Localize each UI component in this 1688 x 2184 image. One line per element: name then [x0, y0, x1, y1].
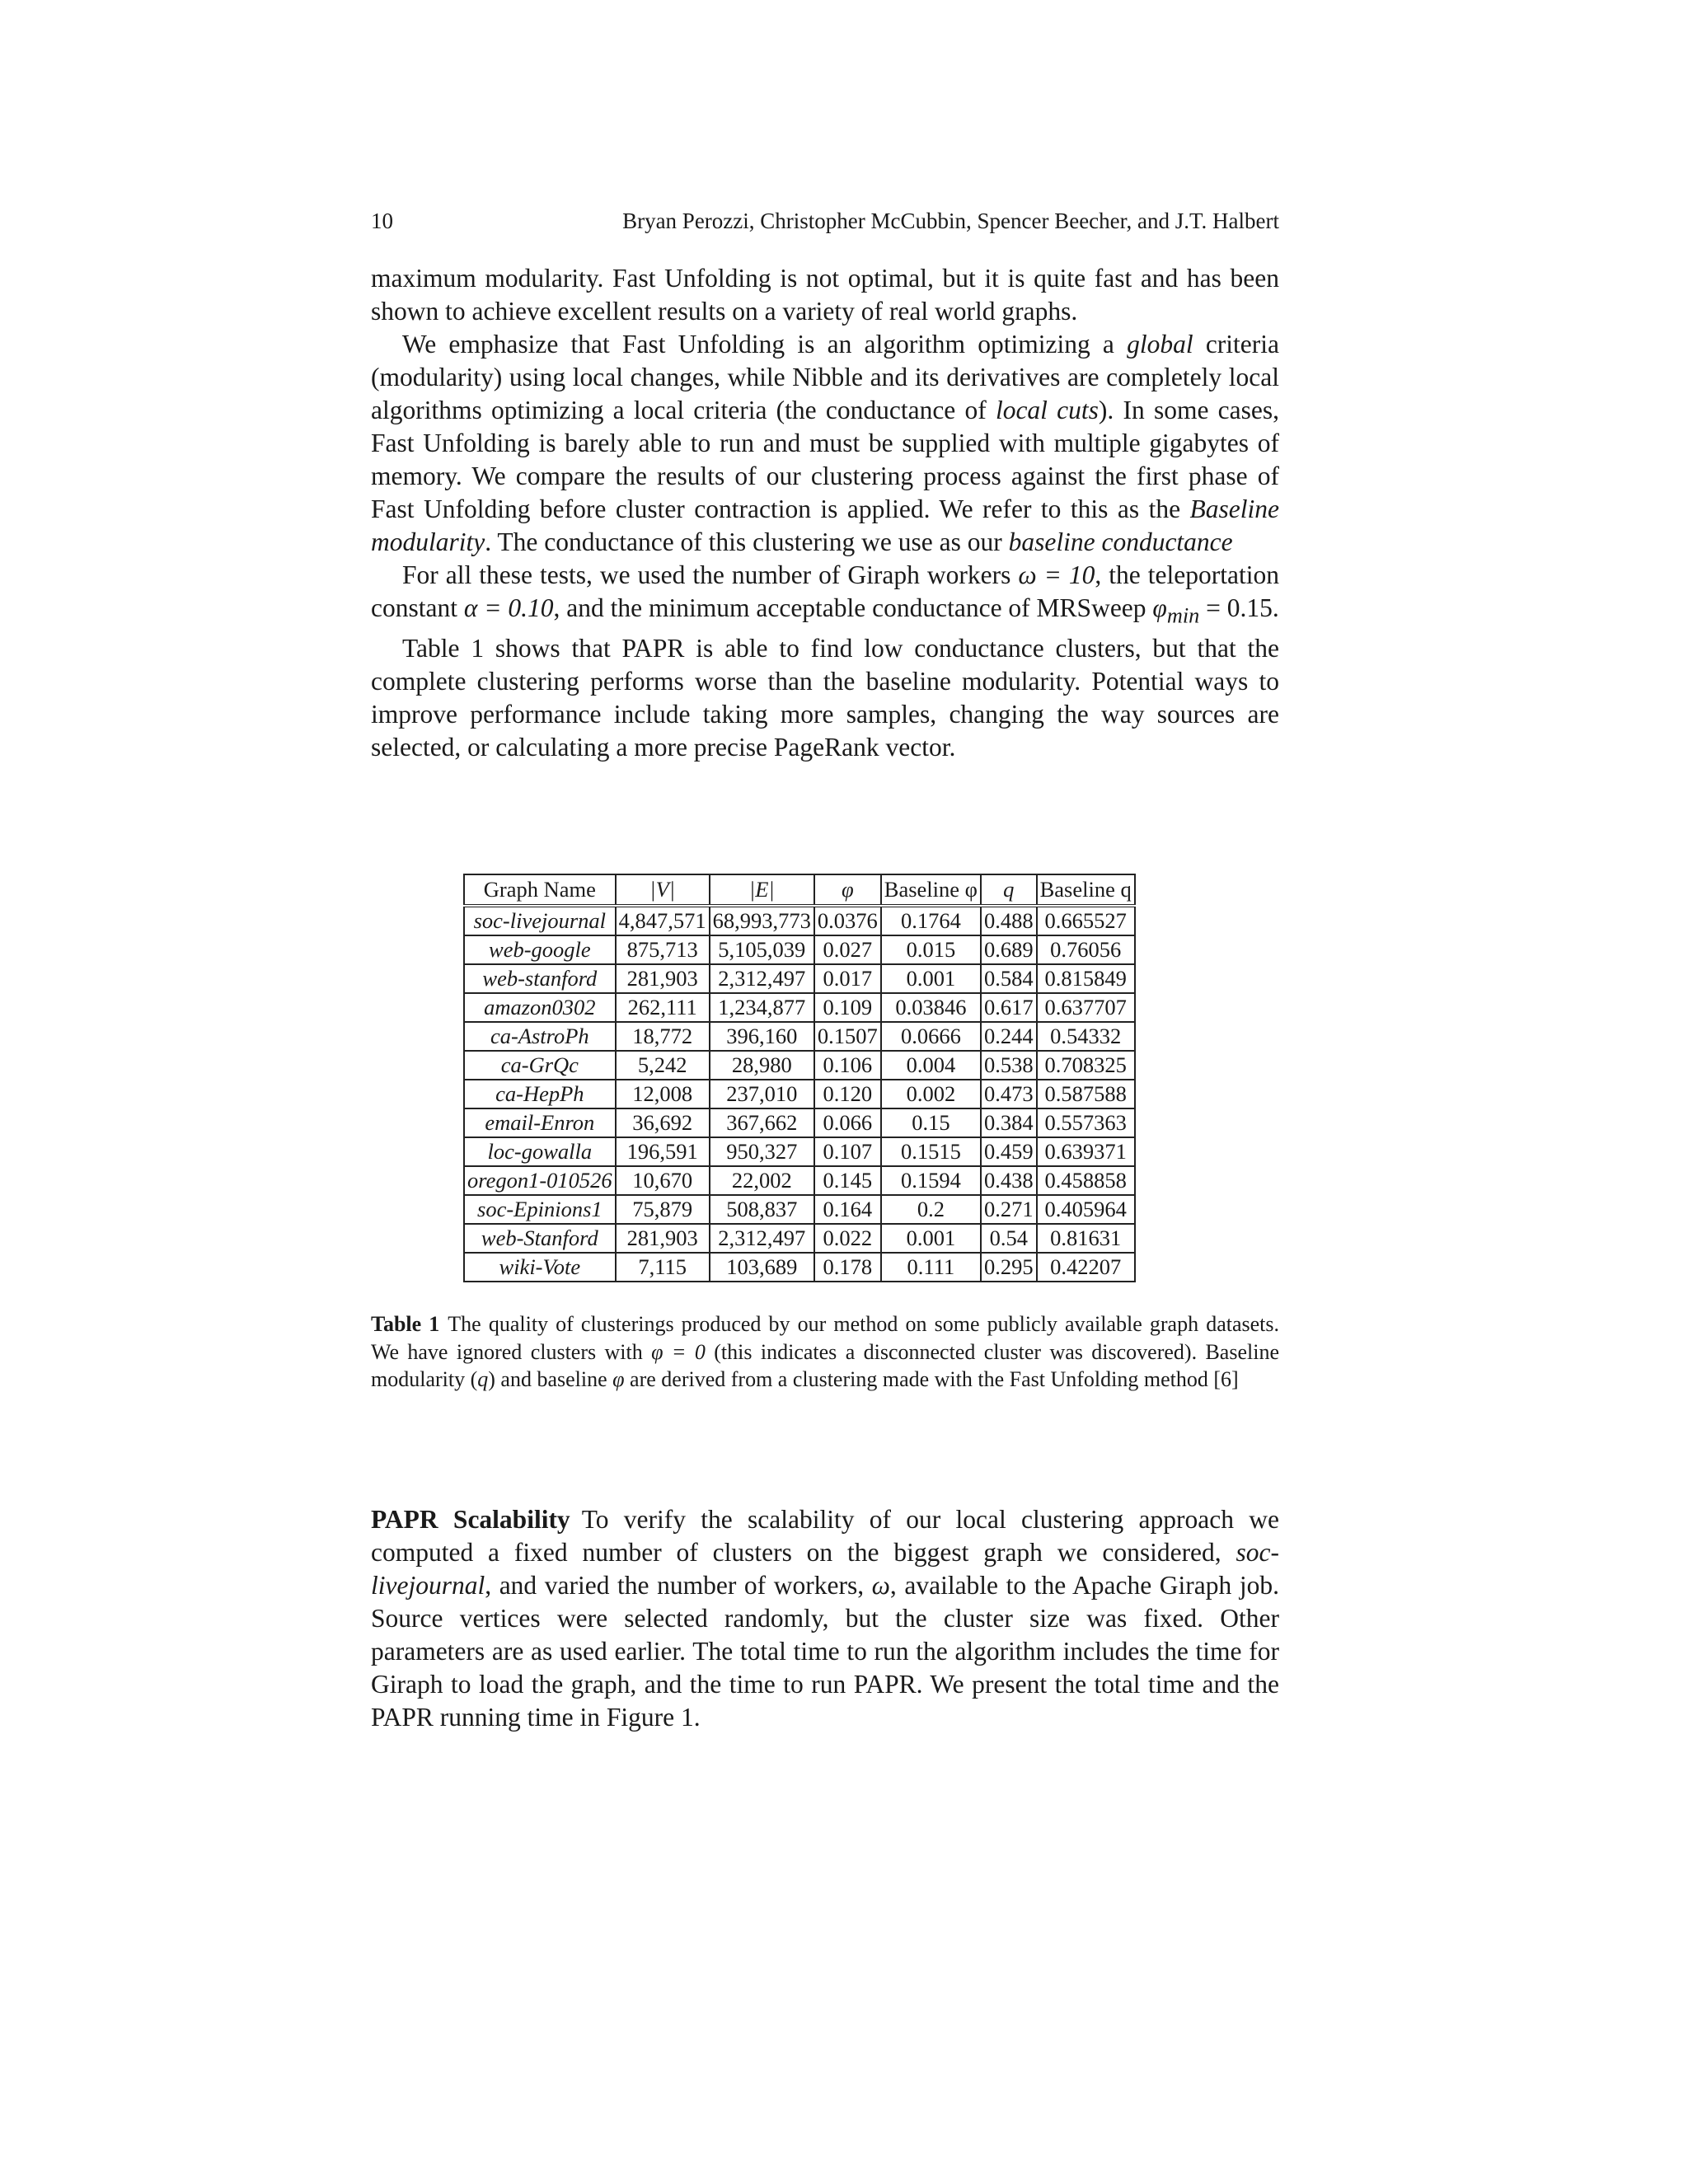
- table-cell: 0.665527: [1037, 906, 1135, 935]
- caption-label: Table 1: [371, 1312, 440, 1336]
- table-cell: 508,837: [710, 1195, 814, 1224]
- section-emphasis-soc-livejournal: soc-livejournal: [371, 1538, 1279, 1600]
- table-cell: 0.81631: [1037, 1224, 1135, 1253]
- table-cell: 5,242: [616, 1051, 710, 1080]
- table-cell: 0.027: [814, 935, 881, 964]
- table-row: [464, 906, 1135, 935]
- table-cell: 875,713: [616, 935, 710, 964]
- emphasis-baseline-conductance: baseline conductance: [1008, 527, 1233, 556]
- caption-text-e: ) and baseline: [488, 1367, 613, 1391]
- table-cell: 0.587588: [1037, 1080, 1135, 1108]
- paragraph-3-text-a: For all these tests, we used the number of Giraph workers: [402, 560, 1019, 589]
- table-cell: 0.111: [881, 1253, 981, 1282]
- header-authors: Bryan Perozzi, Christopher McCubbin, Spencer Beecher, and J.T. Halbert: [622, 209, 1279, 233]
- math-phi-subscript: min: [1166, 603, 1200, 628]
- cell-graph-name: oregon1-010526: [464, 1166, 616, 1195]
- table-cell: 12,008: [616, 1080, 710, 1108]
- table-cell: 18,772: [616, 1022, 710, 1051]
- table-cell: 0.066: [814, 1108, 881, 1137]
- section-math-omega: ω: [871, 1571, 890, 1600]
- table-cell: 0.54332: [1037, 1022, 1135, 1051]
- table-cell: 28,980: [710, 1051, 814, 1080]
- table-cell: 0.2: [881, 1195, 981, 1224]
- paragraph-2-text-c: criteria (modularity) using local changes, while Nibble and its derivatives are completely local algorithms optimizing a local criteria (the conductance of: [371, 330, 1279, 424]
- paragraph-1: [371, 262, 1279, 328]
- cell-graph-name: ca-HepPh: [464, 1080, 616, 1108]
- paragraph-1-text: maximum modularity. Fast Unfolding is not optimal, but it is quite fast and has been shown to achieve excellent results on a variety of real world graphs.: [371, 264, 1279, 326]
- cell-graph-name: soc-livejournal: [464, 906, 616, 935]
- cell-graph-name: web-Stanford: [464, 1224, 616, 1253]
- table-cell: 0.405964: [1037, 1195, 1135, 1224]
- table-cell: 0.0666: [881, 1022, 981, 1051]
- table-row: [464, 1080, 1135, 1108]
- table-cell: 0.022: [814, 1224, 881, 1253]
- paragraph-4: [371, 632, 1279, 764]
- emphasis-local-cuts: local cuts: [995, 396, 1099, 424]
- col-header-edges: |E|: [710, 874, 814, 906]
- col-header-phi: φ: [814, 874, 881, 906]
- table-cell: 0.76056: [1037, 935, 1135, 964]
- table-cell: 0.295: [981, 1253, 1037, 1282]
- table-cell: 0.617: [981, 993, 1037, 1022]
- table-cell: 0.708325: [1037, 1051, 1135, 1080]
- table-cell: 950,327: [710, 1137, 814, 1166]
- table-cell: 0.03846: [881, 993, 981, 1022]
- table-cell: 237,010: [710, 1080, 814, 1108]
- table-cell: 0.107: [814, 1137, 881, 1166]
- table-cell: 0.488: [981, 906, 1037, 935]
- paragraph-3-text-h: = 0.15.: [1199, 593, 1279, 622]
- table-cell: 0.001: [881, 964, 981, 993]
- paragraph-2: [371, 328, 1279, 559]
- table-cell: 0.004: [881, 1051, 981, 1080]
- table-cell: 36,692: [616, 1108, 710, 1137]
- col-header-baseline-phi: Baseline φ: [881, 874, 981, 906]
- table-cell: 396,160: [710, 1022, 814, 1051]
- table-row: [464, 1166, 1135, 1195]
- table-cell: 7,115: [616, 1253, 710, 1282]
- table-cell: 0.271: [981, 1195, 1037, 1224]
- table-cell: 0.639371: [1037, 1137, 1135, 1166]
- results-table-wrapper: [463, 874, 1136, 1282]
- paragraph-2-text-e: ). In some cases, Fast Unfolding is barely able to run and must be supplied with multiple gigabytes of memory. We compare the results of our clustering process against the first phase of Fast Unfolding before cluster contraction is applied. We refer to this as the: [371, 396, 1279, 523]
- table-cell: 4,847,571: [616, 906, 710, 935]
- table-row: [464, 1253, 1135, 1282]
- cell-graph-name: web-stanford: [464, 964, 616, 993]
- table-cell: 0.109: [814, 993, 881, 1022]
- table-cell: 281,903: [616, 1224, 710, 1253]
- col-header-vertices: |V|: [616, 874, 710, 906]
- cell-graph-name: email-Enron: [464, 1108, 616, 1137]
- caption-math-phi-zero: φ = 0: [651, 1339, 706, 1364]
- section-text-a: To verify the scalability of our local clustering approach we computed a fixed number of clusters on the biggest graph we considered,: [371, 1505, 1279, 1567]
- cell-graph-name: ca-GrQc: [464, 1051, 616, 1080]
- table-cell: 196,591: [616, 1137, 710, 1166]
- math-alpha: α = 0.10: [463, 593, 554, 622]
- table-cell: 0.459: [981, 1137, 1037, 1166]
- col-header-baseline-q: Baseline q: [1037, 874, 1135, 906]
- table-cell: 0.1594: [881, 1166, 981, 1195]
- table-cell: 0.1515: [881, 1137, 981, 1166]
- table-cell: 0.815849: [1037, 964, 1135, 993]
- table-cell: 262,111: [616, 993, 710, 1022]
- table-cell: 103,689: [710, 1253, 814, 1282]
- math-omega: ω = 10: [1018, 560, 1095, 589]
- cell-graph-name: ca-AstroPh: [464, 1022, 616, 1051]
- table-cell: 0.689: [981, 935, 1037, 964]
- paragraph-2-text-a: We emphasize that Fast Unfolding is an algorithm optimizing a: [402, 330, 1128, 359]
- table-cell: 0.120: [814, 1080, 881, 1108]
- section-title: PAPR Scalability: [371, 1505, 570, 1534]
- cell-graph-name: amazon0302: [464, 993, 616, 1022]
- caption-text-a: The quality of clusterings produced by our method on some publicly available graph datasets. We have ignored clusters with: [371, 1312, 1279, 1364]
- emphasis-global: global: [1127, 330, 1193, 359]
- table-cell: 22,002: [710, 1166, 814, 1195]
- body-text: [371, 262, 1279, 764]
- table-row: [464, 993, 1135, 1022]
- section-papr-scalability: [371, 1503, 1279, 1734]
- paragraph-3-text-c: , the teleportation constant: [371, 560, 1279, 622]
- table-cell: 1,234,877: [710, 993, 814, 1022]
- table-row: [464, 964, 1135, 993]
- paragraph-2-text-g: . The conductance of this clustering we use as our: [485, 527, 1009, 556]
- table-body: [464, 906, 1135, 1282]
- table-cell: 75,879: [616, 1195, 710, 1224]
- page-number: 10: [371, 209, 393, 233]
- table-cell: 0.538: [981, 1051, 1037, 1080]
- table-cell: 281,903: [616, 964, 710, 993]
- table-cell: 2,312,497: [710, 1224, 814, 1253]
- table-cell: 0.244: [981, 1022, 1037, 1051]
- table-cell: 0.42207: [1037, 1253, 1135, 1282]
- table-cell: 0.002: [881, 1080, 981, 1108]
- table-row: [464, 1137, 1135, 1166]
- col-header-q: q: [981, 874, 1037, 906]
- caption-text-g: are derived from a clustering made with the Fast Unfolding method [6]: [624, 1367, 1239, 1391]
- paragraph-3: [371, 559, 1279, 632]
- caption-text-c: (this indicates a disconnected cluster was discovered). Baseline modularity (: [371, 1339, 1279, 1391]
- table-header-row: [464, 874, 1135, 906]
- table-cell: 0.015: [881, 935, 981, 964]
- section-text-e: , available to the Apache Giraph job. Source vertices were selected randomly, but the cluster size was fixed. Other parameters are as used earlier. The total time to run the algorithm includes the time for Giraph to load the graph, and the time to run PAPR. We present the total time and the PAPR running time in Figure 1.: [371, 1571, 1279, 1732]
- cell-graph-name: loc-gowalla: [464, 1137, 616, 1166]
- math-phi: φ: [1152, 593, 1167, 622]
- table-cell: 0.1507: [814, 1022, 881, 1051]
- table-row: [464, 935, 1135, 964]
- table-cell: 0.557363: [1037, 1108, 1135, 1137]
- results-table: [463, 874, 1136, 1282]
- cell-graph-name: soc-Epinions1: [464, 1195, 616, 1224]
- caption-math-q: q: [477, 1367, 489, 1391]
- cell-graph-name: web-google: [464, 935, 616, 964]
- table-cell: 0.017: [814, 964, 881, 993]
- table-cell: 0.438: [981, 1166, 1037, 1195]
- section-text-c: , and varied the number of workers,: [485, 1571, 872, 1600]
- table-cell: 68,993,773: [710, 906, 814, 935]
- table-row: [464, 1051, 1135, 1080]
- table-cell: 0.15: [881, 1108, 981, 1137]
- table-cell: 0.637707: [1037, 993, 1135, 1022]
- table-caption: [371, 1310, 1279, 1394]
- col-header-graph-name: Graph Name: [464, 874, 616, 906]
- table-row: [464, 1022, 1135, 1051]
- table-cell: 0.1764: [881, 906, 981, 935]
- table-cell: 0.458858: [1037, 1166, 1135, 1195]
- table-cell: 0.106: [814, 1051, 881, 1080]
- table-cell: 0.384: [981, 1108, 1037, 1137]
- table-cell: 0.584: [981, 964, 1037, 993]
- table-cell: 367,662: [710, 1108, 814, 1137]
- table-cell: 2,312,497: [710, 964, 814, 993]
- table-cell: 0.54: [981, 1224, 1037, 1253]
- table-cell: 0.145: [814, 1166, 881, 1195]
- table-row: [464, 1195, 1135, 1224]
- table-cell: 0.0376: [814, 906, 881, 935]
- table-cell: 0.164: [814, 1195, 881, 1224]
- paragraph-4-text: Table 1 shows that PAPR is able to find low conductance clusters, but that the complete clustering performs worse than the baseline modularity. Potential ways to improve performance include taking more samples, changing the way sources are selected, or calculating a more precise PageRank vector.: [371, 634, 1279, 762]
- table-cell: 0.473: [981, 1080, 1037, 1108]
- paragraph-3-text-e: , and the minimum acceptable conductance of MRSweep: [553, 593, 1153, 622]
- caption-math-phi: φ: [612, 1367, 625, 1391]
- table-cell: 10,670: [616, 1166, 710, 1195]
- table-row: [464, 1224, 1135, 1253]
- table-cell: 0.178: [814, 1253, 881, 1282]
- table-cell: 0.001: [881, 1224, 981, 1253]
- table-cell: 5,105,039: [710, 935, 814, 964]
- table-row: [464, 1108, 1135, 1137]
- cell-graph-name: wiki-Vote: [464, 1253, 616, 1282]
- emphasis-baseline-modularity: Baseline modularity: [371, 494, 1279, 556]
